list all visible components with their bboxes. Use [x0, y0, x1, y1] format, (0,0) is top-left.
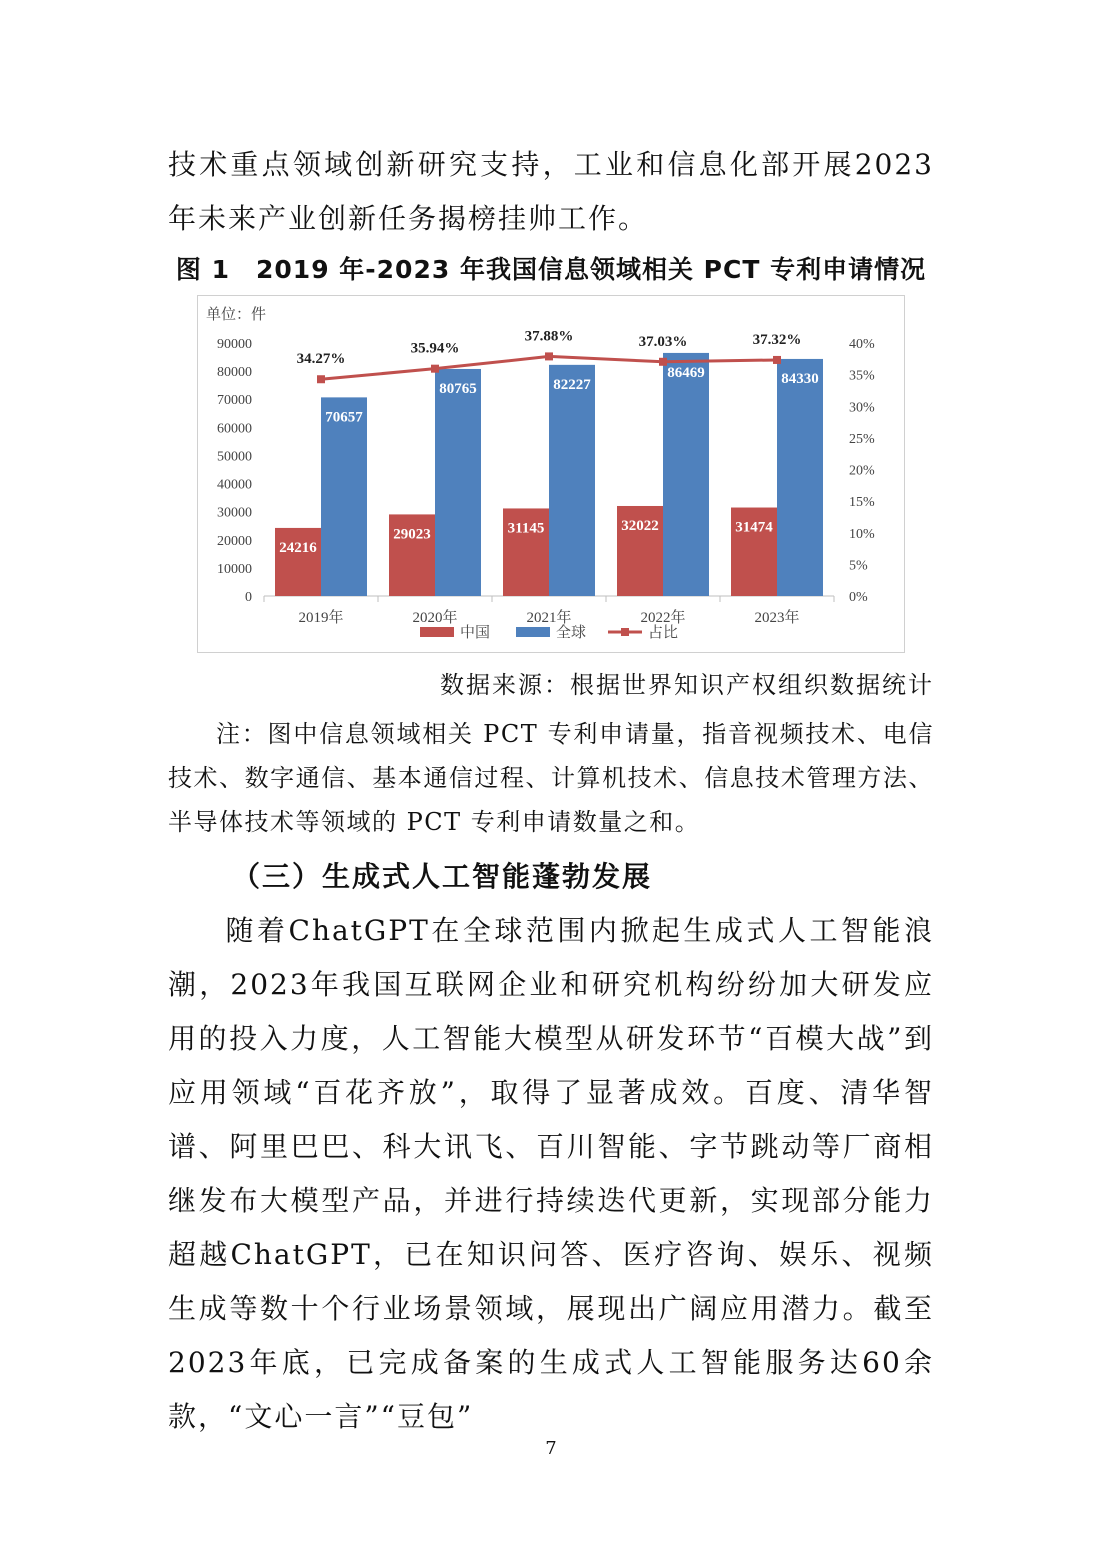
legend-china-label: 中国: [460, 625, 491, 641]
ratio-marker: [317, 375, 325, 383]
y-left-tick-label: 80000: [217, 365, 252, 381]
y-right-tick-label: 5%: [849, 558, 868, 574]
legend-ratio-label: 占比: [648, 625, 679, 641]
bar-china-label: 31145: [507, 520, 545, 537]
y-left-tick-label: 20000: [217, 533, 252, 549]
y-right-tick-label: 15%: [849, 495, 875, 511]
bar-global: [549, 365, 595, 596]
bar-global: [777, 359, 823, 596]
legend-ratio-marker: [621, 628, 629, 636]
pct-chart: [198, 296, 904, 652]
intro-paragraph: 技术重点领域创新研究支持，工业和信息化部开展2023年未来产业创新任务揭榜挂帅工作。: [168, 148, 934, 235]
section-heading: （三）生成式人工智能蓬勃发展: [232, 860, 653, 893]
bar-china: [275, 528, 321, 596]
unit-label: 单位：件: [206, 307, 267, 323]
x-tick-label: 2020年: [412, 610, 458, 626]
bar-china-label: 31474: [735, 519, 773, 536]
ratio-label: 37.88%: [524, 328, 574, 345]
note-line: 注：图中信息领域相关 PCT 专利申请量，指音视频技术、电信: [216, 720, 934, 748]
note-line: 技术、数字通信、基本通信过程、计算机技术、信息技术管理方法、: [168, 764, 934, 792]
bar-global: [663, 353, 709, 596]
y-right-tick-label: 20%: [849, 463, 875, 479]
y-right-tick-label: 10%: [849, 526, 875, 542]
x-tick-label: 2021年: [526, 610, 572, 626]
ratio-label: 37.03%: [638, 333, 688, 350]
ratio-label: 34.27%: [296, 351, 346, 368]
body-paragraph: [168, 904, 934, 1444]
legend-china-swatch: [420, 627, 454, 637]
chart-container: [197, 295, 905, 653]
ratio-label: 35.94%: [410, 340, 460, 357]
data-source: 数据来源：根据世界知识产权组织数据统计: [440, 671, 934, 699]
bar-china-label: 24216: [279, 539, 317, 556]
ratio-marker: [545, 352, 553, 360]
legend-global-swatch: [516, 627, 550, 637]
ratio-label: 37.32%: [752, 331, 802, 348]
y-left-tick-label: 10000: [217, 561, 252, 577]
y-left-tick-label: 50000: [217, 449, 252, 465]
y-right-tick-label: 25%: [849, 431, 875, 447]
y-left-tick-label: 30000: [217, 505, 252, 521]
bar-global: [435, 369, 481, 596]
y-left-tick-label: 0: [245, 590, 252, 605]
body-text: 随着ChatGPT在全球范围内掀起生成式人工智能浪潮，2023年我国互联网企业和研究机构纷纷加大研发应用的投入力度，人工智能大模型从研发环节“百模大战”到应用领域“百花齐放”，取得了显著成效。百度、清华智谱、阿里巴巴、科大讯飞、百川智能、字节跳动等厂商相继发布大模型产品，并进行持续迭代更新，实现部分能力超越ChatGPT，已在知识问答、医疗咨询、娱乐、视频生成等数十个行业场景领域，展现出广阔应用潜力。截至2023年底，已完成备案的生成式人工智能服务达60余款，“文心一言”“豆包”: [168, 914, 934, 1433]
y-left-tick-label: 40000: [217, 477, 252, 493]
ratio-marker: [773, 356, 781, 364]
bar-global: [321, 397, 367, 596]
y-left-tick-label: 90000: [217, 337, 252, 352]
page-number: 7: [545, 1438, 557, 1459]
y-left-tick-label: 70000: [217, 393, 252, 409]
x-tick-label: 2023年: [754, 610, 800, 626]
note-line: 半导体技术等领域的 PCT 专利申请数量之和。: [168, 808, 701, 836]
y-right-tick-label: 30%: [849, 400, 875, 416]
bar-global-label: 82227: [553, 376, 591, 393]
x-tick-label: 2019年: [298, 610, 344, 626]
bar-china-label: 29023: [393, 526, 431, 543]
y-right-tick-label: 40%: [849, 337, 875, 352]
bar-global-label: 86469: [667, 364, 705, 381]
y-left-tick-label: 60000: [217, 421, 252, 437]
figure-title: 图 1 2019 年-2023 年我国信息领域相关 PCT 专利申请情况: [175, 255, 927, 284]
bar-global-label: 70657: [325, 409, 363, 426]
bar-global-label: 80765: [439, 380, 477, 397]
legend-global-label: 全球: [556, 625, 587, 641]
ratio-marker: [431, 365, 439, 373]
ratio-marker: [659, 358, 667, 366]
y-right-tick-label: 0%: [849, 590, 868, 605]
y-right-tick-label: 35%: [849, 368, 875, 384]
bar-china-label: 32022: [621, 517, 659, 534]
bar-global-label: 84330: [781, 370, 819, 387]
x-tick-label: 2022年: [640, 610, 686, 626]
figure-note: [168, 712, 934, 844]
